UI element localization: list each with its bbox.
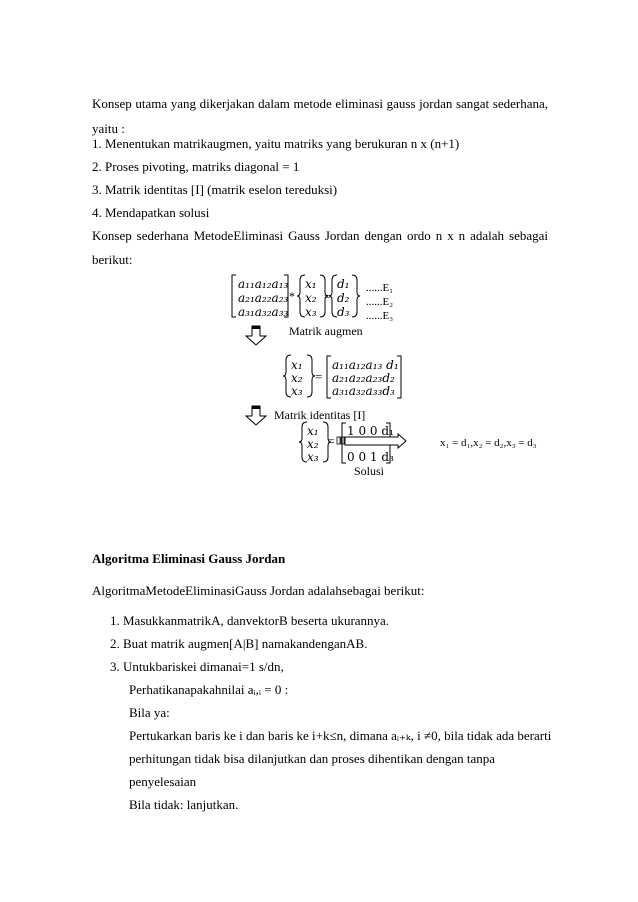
solution-text: x₁ = d₁,x₂ = d₂,x₃ = d₃: [440, 437, 537, 449]
vector-x-2: x₂: [305, 291, 317, 305]
algorithm-step-2: 2. Buat matrik augmen[A|B] namakandenganAB.: [110, 636, 368, 651]
identity-row-1: 1 0 0 d₁: [347, 424, 394, 438]
eq-label-3: ......E₃: [366, 310, 394, 322]
step3-line-5: penyelesaian: [129, 774, 197, 789]
augmented-row-3: a₃₁a₃₂a₃₃d₃: [332, 384, 395, 398]
id-x-1: x₁: [307, 424, 319, 438]
step2-label: Matrik identitas [I]: [274, 408, 366, 422]
step1-label: Matrik augmen: [289, 324, 363, 338]
intro-line-8: berikut:: [92, 252, 133, 267]
aug-x-1: x₁: [291, 358, 303, 372]
augmented-row-2: a₂₁a₂₂a₂₃d₂: [332, 371, 395, 385]
equals-sign-3: =: [328, 434, 335, 448]
matrix-a-row-2: a₂₁a₂₂a₂₃: [238, 291, 289, 305]
algorithm-step-3: 3. Untukbariskei dimanai=1 s/dn,: [110, 659, 284, 674]
aug-x-3: x₃: [291, 384, 303, 398]
intro-item-3: 3. Matrik identitas [I] (matrik eselon tereduksi): [92, 182, 338, 197]
algorithm-heading: Algoritma Eliminasi Gauss Jordan: [92, 551, 286, 566]
vector-d-1: d₁: [337, 277, 350, 291]
step3-line-6: Bila tidak: lanjutkan.: [129, 797, 239, 812]
step3-line-1: Perhatikanapakahnilai aᵢ,ᵢ = 0 :: [129, 682, 289, 697]
eq-label-1: ......E₁: [366, 282, 394, 294]
id-x-3: x₃: [307, 450, 319, 464]
augmented-row-1: a₁₁a₁₂a₁₃ d₁: [332, 358, 399, 372]
equals-sign-2: =: [315, 369, 323, 384]
step3-line-2: Bila ya:: [129, 705, 170, 720]
vector-x-1: x₁: [305, 277, 317, 291]
algorithm-intro: AlgoritmaMetodeEliminasiGauss Jordan adalahsebagai berikut:: [92, 583, 425, 598]
intro-line-2: yaitu :: [92, 121, 125, 136]
intro-item-2: 2. Proses pivoting, matriks diagonal = 1: [92, 159, 300, 174]
matrix-a-row-1: a₁₁a₁₂a₁₃: [238, 277, 289, 291]
intro-line-7: Konsep sederhana MetodeEliminasi Gauss Jordan dengan ordo n x n adalah sebagai: [92, 228, 548, 243]
step3-line-3: Pertukarkan baris ke i dan baris ke i+k≤n, dimana aᵢ₊ₖ, i ≠0, bila tidak ada berarti: [129, 728, 552, 743]
identity-row-3: 0 0 1 d₃: [347, 450, 394, 464]
matrix-a-row-3: a₃₁a₃₂a₃₃: [238, 305, 289, 319]
vector-x-3: x₃: [305, 305, 317, 319]
equals-sign-1: =: [324, 291, 331, 303]
vector-d-2: d₂: [337, 291, 350, 305]
multiply-sign: *: [289, 289, 295, 303]
eq-label-2: ......E₂: [366, 296, 394, 308]
aug-x-2: x₂: [291, 371, 303, 385]
step3-line-4: perhitungan tidak bisa dilanjutkan dan proses dihentikan dengan tanpa: [129, 751, 496, 766]
vector-d-3: d₃: [337, 305, 350, 319]
intro-item-4: 4. Mendapatkan solusi: [92, 205, 210, 220]
id-x-2: x₂: [307, 437, 319, 451]
intro-item-1: 1. Menentukan matrikaugmen, yaitu matriks yang berukuran n x (n+1): [92, 136, 460, 151]
solution-label: Solusi: [354, 464, 385, 478]
algorithm-step-1: 1. MasukkanmatrikA, danvektorB beserta ukurannya.: [110, 613, 390, 628]
intro-line-1: Konsep utama yang dikerjakan dalam metode eliminasi gauss jordan sangat sederhana,: [92, 96, 548, 111]
